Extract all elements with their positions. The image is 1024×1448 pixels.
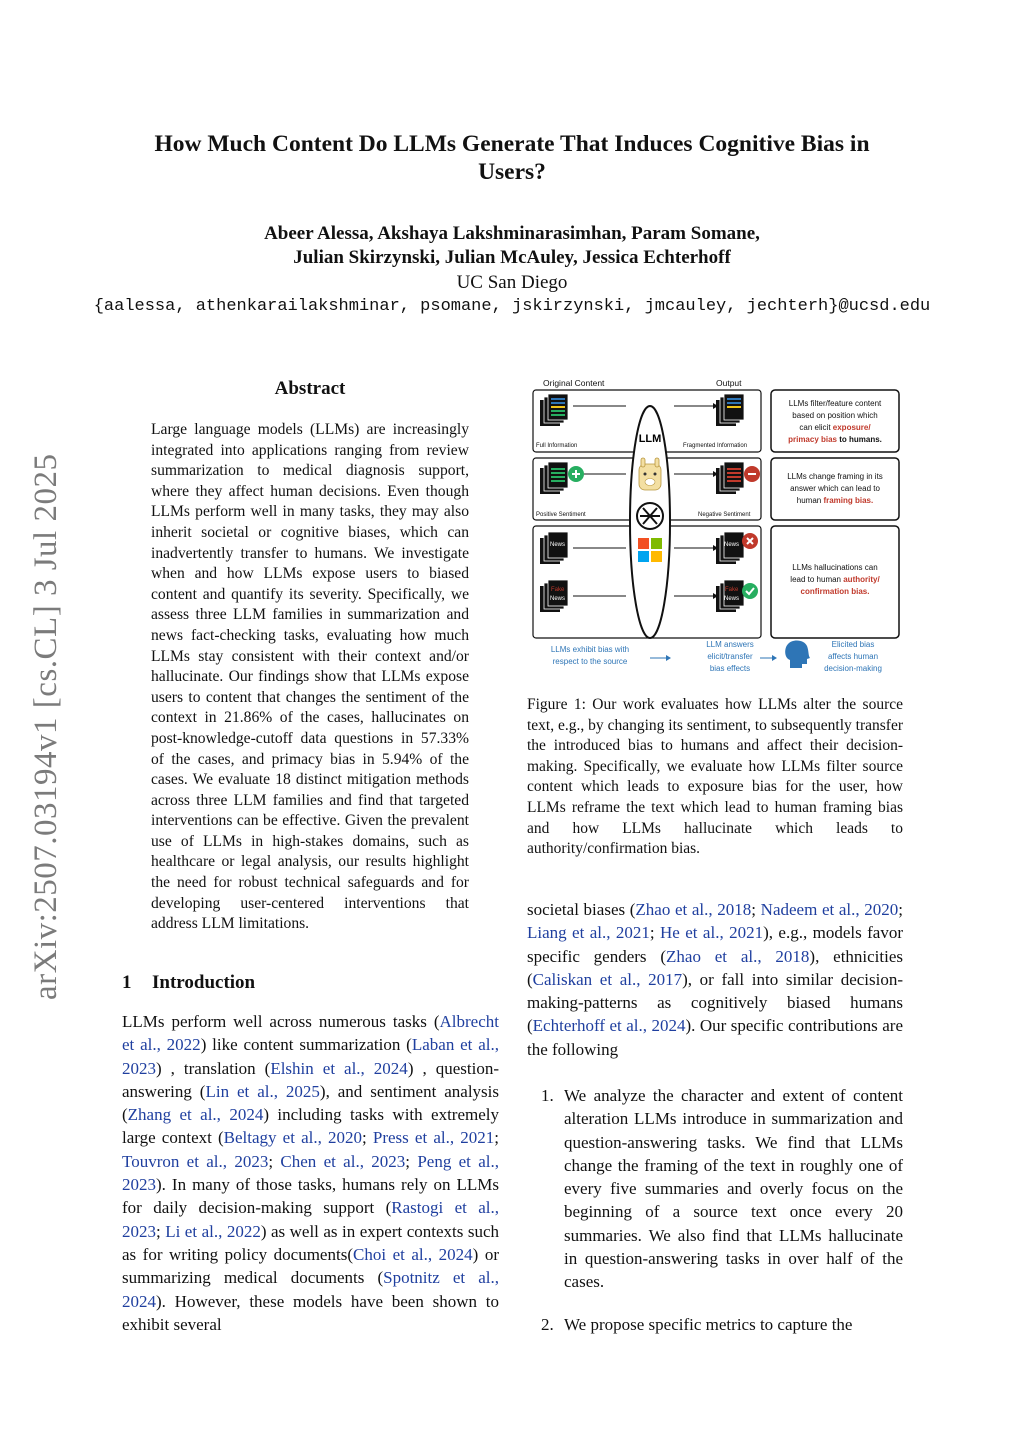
box1-line3: can elicit exposure/ bbox=[799, 423, 871, 432]
label-full-information: Full Information bbox=[536, 443, 578, 449]
citation-link[interactable]: Liang et al., 2021 bbox=[527, 923, 650, 943]
figure-1-diagram bbox=[528, 376, 903, 678]
text-run: ), ethnicities ( bbox=[527, 946, 904, 989]
citation-link[interactable]: Rastogi et al., 2023 bbox=[122, 1198, 500, 1241]
news-stack-output-wrong bbox=[716, 532, 744, 564]
bottom-arrow-head bbox=[666, 655, 671, 661]
bottom-label-3-line3: decision-making bbox=[824, 664, 882, 673]
text-run: ). Our specific contributions are the following bbox=[527, 1016, 903, 1059]
text-run: ) , question-answering ( bbox=[122, 1058, 499, 1101]
text-run: ; bbox=[649, 923, 661, 943]
bottom-label-3-line1: Elicited bias bbox=[831, 640, 875, 649]
text-run: LLMs perform well across numerous tasks ( bbox=[122, 1012, 440, 1031]
list-item-number: 2. bbox=[541, 1314, 554, 1334]
citation-link[interactable]: Spotnitz et al., 2024 bbox=[122, 1268, 499, 1311]
fake-label: Fake bbox=[725, 587, 739, 593]
right-column-paragraph bbox=[527, 898, 903, 1061]
text-run: ; bbox=[362, 1128, 373, 1148]
box3-line3: confirmation bias. bbox=[800, 587, 870, 596]
bottom-arrow-head bbox=[772, 655, 777, 661]
paper-title bbox=[110, 130, 914, 186]
document-stack-fragmented bbox=[716, 394, 744, 426]
llm-label: LLM bbox=[638, 433, 662, 445]
title-line: Users? bbox=[478, 159, 546, 185]
author-emails: {aalessa, athenkarailakshminar, psomane, jskirzynski, jmcauley, jechterh}@ucsd.edu bbox=[93, 297, 931, 316]
citation-link[interactable]: Beltagy et al., 2020 bbox=[223, 1128, 363, 1148]
authors-line: Julian Skirzynski, Julian McAuley, Jessica Echterhoff bbox=[293, 247, 731, 268]
author-list bbox=[110, 222, 914, 270]
title-line: How Much Content Do LLMs Generate That Induces Cognitive Bias in bbox=[154, 131, 870, 157]
news-label: News bbox=[550, 596, 566, 602]
citation-link[interactable]: Peng et al., 2023 bbox=[122, 1151, 499, 1195]
text-run: ; bbox=[405, 1151, 418, 1171]
citation-link[interactable]: Zhao et al., 2018 bbox=[666, 946, 810, 966]
text-run: ), or fall into similar decision-making-patterns as cognitively biased humans ( bbox=[527, 969, 904, 1036]
list-item bbox=[527, 1313, 903, 1336]
bottom-label-3-line2: affects human bbox=[827, 652, 879, 661]
citation-link[interactable]: Laban et al., 2023 bbox=[122, 1035, 499, 1078]
arxiv-stamp: arXiv:2507.03194v1 [cs.CL] 3 Jul 2025 bbox=[28, 453, 64, 1000]
news-stack-real-source bbox=[540, 532, 568, 564]
human-head-icon bbox=[785, 640, 810, 668]
text-run: ; bbox=[268, 1151, 281, 1171]
text-run: ) or summarizing medical documents ( bbox=[122, 1244, 499, 1288]
bottom-label-2-line2: elicit/transfer bbox=[707, 652, 753, 661]
document-stack-positive bbox=[540, 462, 568, 494]
figure-1-caption: Figure 1: Our work evaluates how LLMs alter the source text, e.g., by changing its sentiment, to subsequently transfer the introduced bias to humans and affect their decision-making. Specifically, we evaluate how LLMs filter source content which leads to exposure bias for the user, how LLMs reframe the text which lead to human framing bias and how LLMs hallucinate which leads to authority/confirmation bias. bbox=[527, 696, 903, 858]
citation-link[interactable]: Elshin et al., 2024 bbox=[270, 1058, 408, 1078]
header-original-content: Original Content bbox=[543, 378, 605, 388]
text-run: ) like content summarization ( bbox=[200, 1035, 412, 1055]
contributions-list bbox=[527, 1084, 903, 1355]
list-item-text: We analyze the character and extent of content alteration LLMs introduce in summarization and question-answering tasks. We find that LLMs change the framing of the text in roughly one of every five summaries and overly focus on the beginning of a source text once every 20 summaries. We also find that LLMs hallucinate in question-answering tasks in over half of the cases. bbox=[564, 1086, 903, 1292]
affiliation: UC San Diego bbox=[456, 272, 568, 293]
list-item-number: 1. bbox=[541, 1086, 554, 1105]
box2-line3: human framing bias. bbox=[796, 496, 874, 505]
list-item-text: We propose specific metrics to capture the bbox=[564, 1314, 853, 1334]
check-mark-icon bbox=[742, 583, 758, 599]
fake-label: Fake bbox=[551, 587, 565, 593]
header-output: Output bbox=[716, 378, 742, 388]
section-heading-introduction bbox=[122, 972, 255, 994]
citation-link[interactable]: Press et al., 2021 bbox=[372, 1128, 495, 1148]
citation-link[interactable]: Li et al., 2022 bbox=[165, 1221, 261, 1241]
citation-link[interactable]: Nadeem et al., 2020 bbox=[760, 900, 899, 919]
label-negative-sentiment: Negative Sentiment bbox=[698, 512, 751, 518]
citation-link[interactable]: Lin et al., 2025 bbox=[205, 1081, 320, 1101]
text-run: ), and sentiment analysis ( bbox=[122, 1081, 500, 1125]
bottom-label-2-line3: bias effects bbox=[709, 664, 751, 673]
text-run: ). However, these models have been shown to exhibit several bbox=[122, 1291, 499, 1334]
text-run: ) including tasks with extremely large context ( bbox=[122, 1105, 499, 1148]
citation-link[interactable]: Albrecht et al., 2022 bbox=[122, 1012, 499, 1055]
citation-link[interactable]: Zhang et al., 2024 bbox=[127, 1105, 264, 1125]
box1-line2: based on position which bbox=[792, 411, 878, 420]
text-run: ) , translation ( bbox=[156, 1058, 271, 1078]
abstract-heading: Abstract bbox=[274, 378, 346, 399]
citation-link[interactable]: He et al., 2021 bbox=[660, 923, 764, 943]
news-label: News bbox=[724, 542, 740, 548]
section-title: Introduction bbox=[152, 972, 256, 993]
introduction-paragraph bbox=[122, 1010, 499, 1336]
list-item bbox=[527, 1084, 903, 1294]
news-label: News bbox=[550, 542, 566, 548]
citation-link[interactable]: Choi et al., 2024 bbox=[352, 1244, 473, 1264]
label-positive-sentiment: Positive Sentiment bbox=[536, 512, 586, 518]
abstract-body: Large language models (LLMs) are increasingly integrated into applications ranging from review summarization to medical diagnosis support, where they affect human decisions. Even though LLMs perform well in many tasks, they may also inherit societal or cognitive biases, which can inadvertently transfer to humans. We investigate when and how LLMs expose users to biased content and quantify its severity. Specifically, we assess three LLM families in summarization and news fact-checking tasks, evaluating how much LLMs stay consistent with their context and/or hallucinate. Our findings show that LLMs expose users to content that changes the sentiment of the context in 21.86% of the cases, hallucinates on post-knowledge-cutoff data questions in 57.33% of the cases, and primacy bias in 5.94% of the cases. We evaluate 18 distinct mitigation methods across three LLM families and find that targeted interventions can be effective. Given the prevalent use of LLMs in high-stakes domains, such as healthcare or legal analysis, our results highlight the need for robust technical safeguards and for developing user-centered interventions that address LLM limitations. bbox=[151, 421, 469, 933]
box3-line2: lead to human authority/ bbox=[790, 575, 880, 584]
box1-line4: primacy bias to humans. bbox=[788, 435, 882, 444]
text-run: ; bbox=[156, 1221, 166, 1241]
text-run: ). In many of those tasks, humans rely on LLMs for daily decision-making support ( bbox=[122, 1175, 499, 1218]
document-stack-full bbox=[540, 394, 568, 426]
box1-line1: LLMs filter/feature content bbox=[788, 399, 882, 408]
news-label: News bbox=[724, 596, 740, 602]
citation-link[interactable]: Caliskan et al., 2017 bbox=[532, 969, 683, 989]
text-run: ; bbox=[898, 900, 903, 919]
text-run: societal biases ( bbox=[527, 900, 636, 919]
citation-link[interactable]: Echterhoff et al., 2024 bbox=[532, 1016, 686, 1036]
bottom-label-2-line1: LLM answers bbox=[706, 640, 754, 649]
authors-line: Abeer Alessa, Akshaya Lakshminarasimhan, Param Somane, bbox=[264, 223, 760, 244]
text-run: ; bbox=[494, 1128, 499, 1148]
box2-line2: answer which can lead to bbox=[790, 484, 880, 493]
text-run: ; bbox=[751, 900, 761, 919]
bottom-label-1-line2: respect to the source bbox=[552, 657, 628, 666]
citation-link[interactable]: Touvron et al., 2023 bbox=[122, 1151, 269, 1171]
label-fragmented-information: Fragmented Information bbox=[683, 443, 748, 449]
bottom-label-1-line1: LLMs exhibit bias with bbox=[550, 645, 630, 654]
box3-line1: LLMs hallucinations can bbox=[792, 563, 878, 572]
citation-link[interactable]: Zhao et al., 2018 bbox=[635, 900, 752, 919]
text-run: ) as well as in expert contexts such as for writing policy documents( bbox=[122, 1221, 499, 1264]
document-stack-negative bbox=[716, 462, 744, 494]
text-run: ), e.g., models favor specific genders ( bbox=[527, 923, 903, 966]
section-number: 1 bbox=[122, 972, 132, 993]
box2-line1: LLMs change framing in its bbox=[787, 472, 883, 481]
citation-link[interactable]: Chen et al., 2023 bbox=[280, 1151, 406, 1171]
